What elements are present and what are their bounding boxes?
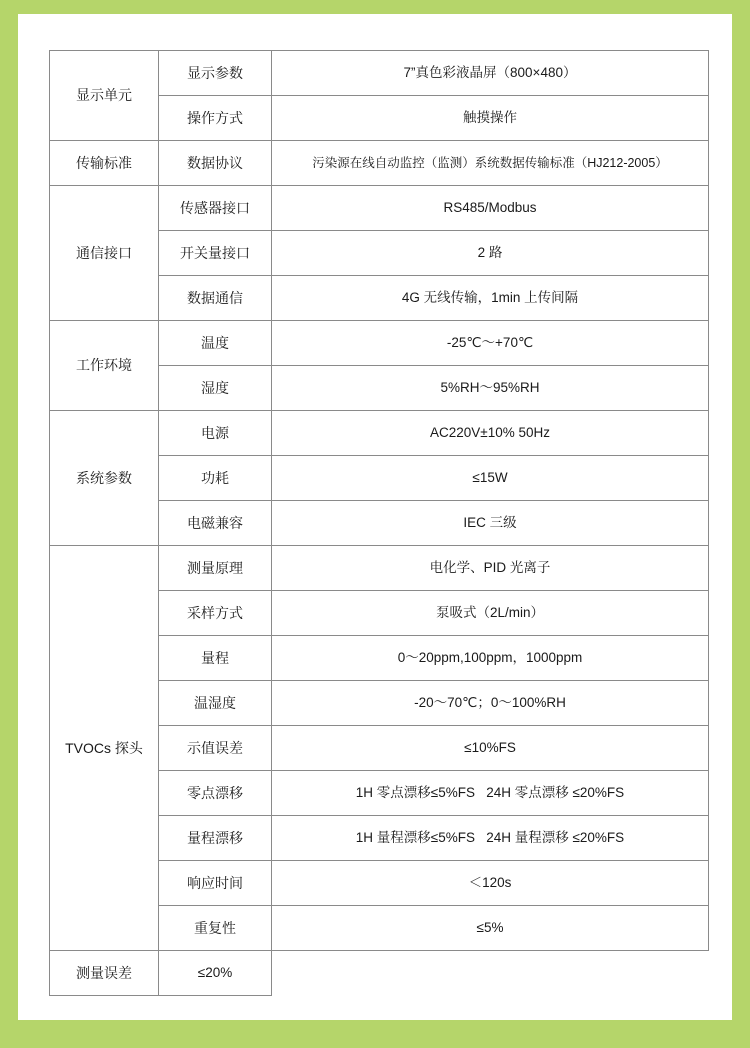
parameter-cell: 操作方式 xyxy=(159,96,272,141)
value-cell: ≤5% xyxy=(272,906,709,951)
parameter-cell: 显示参数 xyxy=(159,51,272,96)
table-row xyxy=(50,321,709,366)
parameter-cell: 数据通信 xyxy=(159,276,272,321)
parameter-cell: 开关量接口 xyxy=(159,231,272,276)
group-cell: 工作环境 xyxy=(50,321,159,411)
value-cell: 7”真色彩液晶屏（800×480） xyxy=(272,51,709,96)
value-cell: -25℃～+70℃ xyxy=(272,321,709,366)
value-cell: 4G 无线传输，1min 上传间隔 xyxy=(272,276,709,321)
value-cell: RS485/Modbus xyxy=(272,186,709,231)
parameter-cell: 电源 xyxy=(159,411,272,456)
group-cell: 显示单元 xyxy=(50,51,159,141)
value-cell: 0～20ppm,100ppm，1000ppm xyxy=(272,636,709,681)
table-row xyxy=(50,51,709,96)
document-page xyxy=(18,14,732,1020)
parameter-cell: 电磁兼容 xyxy=(159,501,272,546)
parameter-cell: 湿度 xyxy=(159,366,272,411)
parameter-cell: 量程漂移 xyxy=(159,816,272,861)
parameter-cell: 量程 xyxy=(159,636,272,681)
group-cell: 传输标准 xyxy=(50,141,159,186)
parameter-cell: 响应时间 xyxy=(159,861,272,906)
value-cell: 1H 量程漂移≤5%FS 24H 量程漂移 ≤20%FS xyxy=(272,816,709,861)
group-cell: 通信接口 xyxy=(50,186,159,321)
value-cell: 电化学、PID 光离子 xyxy=(272,546,709,591)
parameter-cell: 功耗 xyxy=(159,456,272,501)
parameter-cell: 零点漂移 xyxy=(159,771,272,816)
table-row xyxy=(50,141,709,186)
parameter-cell: 温度 xyxy=(159,321,272,366)
value-cell: ≤20% xyxy=(159,951,272,996)
parameter-cell: 温湿度 xyxy=(159,681,272,726)
value-cell: IEC 三级 xyxy=(272,501,709,546)
value-cell: 触摸操作 xyxy=(272,96,709,141)
parameter-cell: 采样方式 xyxy=(159,591,272,636)
value-cell: 2 路 xyxy=(272,231,709,276)
specification-table xyxy=(49,50,709,996)
value-cell: ≤15W xyxy=(272,456,709,501)
value-cell: ≤10%FS xyxy=(272,726,709,771)
table-row xyxy=(50,186,709,231)
value-cell: 污染源在线自动监控（监测）系统数据传输标准（HJ212-2005） xyxy=(272,141,709,186)
value-cell: AC220V±10% 50Hz xyxy=(272,411,709,456)
group-cell: 系统参数 xyxy=(50,411,159,546)
value-cell: 5%RH～95%RH xyxy=(272,366,709,411)
parameter-cell: 数据协议 xyxy=(159,141,272,186)
table-row xyxy=(50,546,709,591)
group-cell: TVOCs 探头 xyxy=(50,546,159,951)
parameter-cell: 测量原理 xyxy=(159,546,272,591)
parameter-cell: 测量误差 xyxy=(50,951,159,996)
value-cell: -20～70℃；0～100%RH xyxy=(272,681,709,726)
value-cell: ＜120s xyxy=(272,861,709,906)
table-row xyxy=(50,951,709,996)
parameter-cell: 重复性 xyxy=(159,906,272,951)
parameter-cell: 传感器接口 xyxy=(159,186,272,231)
value-cell: 泵吸式（2L/min） xyxy=(272,591,709,636)
table-body xyxy=(50,51,709,996)
value-cell: 1H 零点漂移≤5%FS 24H 零点漂移 ≤20%FS xyxy=(272,771,709,816)
parameter-cell: 示值误差 xyxy=(159,726,272,771)
table-row xyxy=(50,411,709,456)
